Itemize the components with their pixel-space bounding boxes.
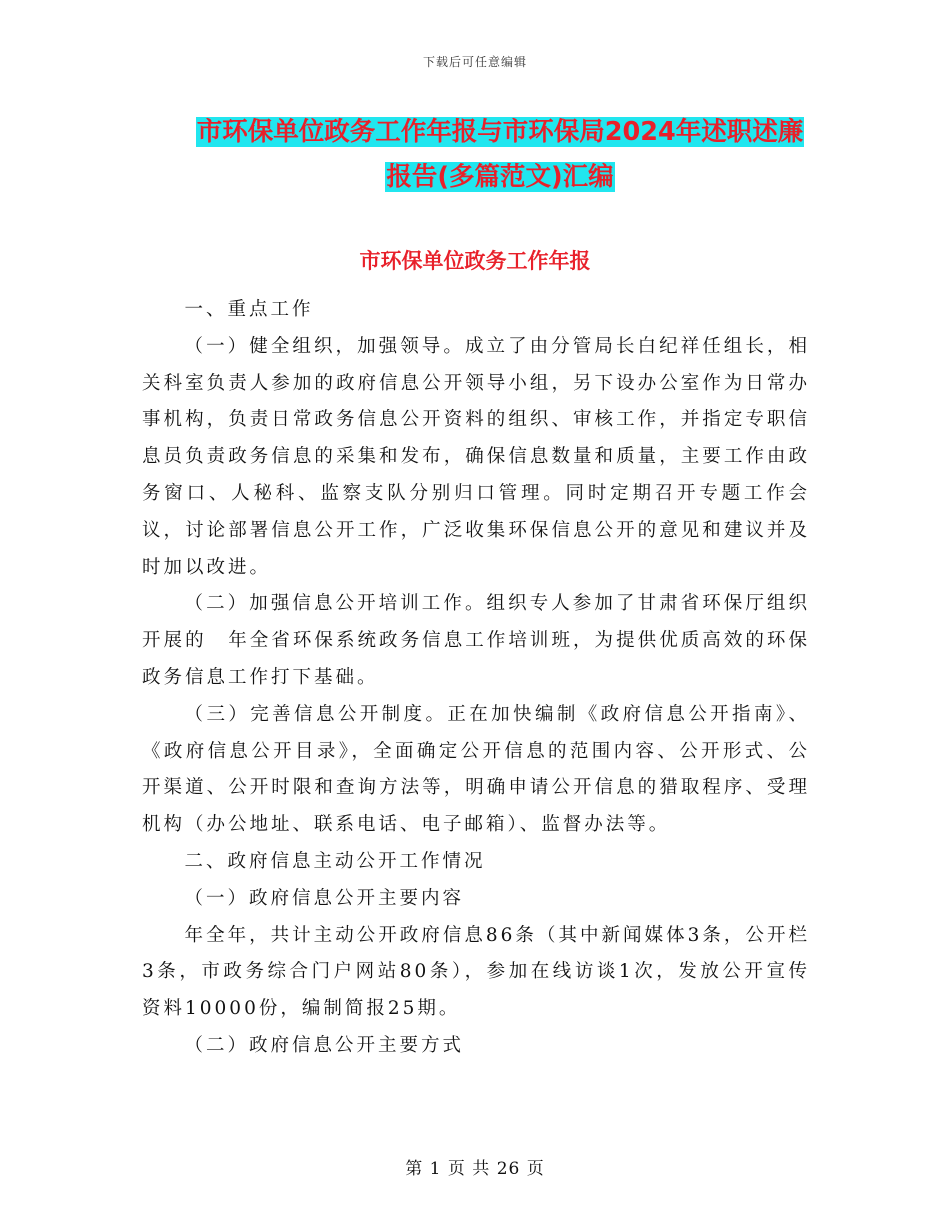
paragraph: 一、重点工作: [184, 299, 314, 320]
paragraph: 年全年，共计主动公开政府信息86条（其中新闻媒体3条，公开栏3条，市政务综合门户网站80条），参加在线访谈1次，发放公开宣传资料10000份，编制简报25期。: [142, 924, 810, 1020]
document-body: [142, 292, 810, 1065]
section-title: 市环保单位政务工作年报: [359, 249, 591, 273]
document-title: [140, 110, 860, 200]
paragraph: （一）健全组织，加强领导。成立了由分管局长白纪祥任组长，相关科室负责人参加的政府信息公开领导小组，另下设办公室作为日常办事机构，负责日常政务信息公开资料的组织、审核工作，并指定专职信息员负责政务信息的采集和发布，确保信息数量和质量，主要工作由政务窗口、人秘科、监察支队分别归口管理。同时定期召开专题工作会议，讨论部署信息公开工作，广泛收集环保信息公开的意见和建议并及时加以改进。: [142, 335, 810, 578]
paragraph: （一）政府信息公开主要内容: [184, 887, 465, 909]
paragraph: （三）完善信息公开制度。正在加快编制《政府信息公开指南》、《政府信息公开目录》，全面确定公开信息的范围内容、公开形式、公开渠道、公开时限和查询方法等，明确申请公开信息的猎取程序、受理机构（办公地址、联系电话、电子邮箱）、监督办法等。: [142, 703, 810, 836]
header-note: 下载后可任意编辑: [422, 55, 527, 69]
document-title-line-1: 市环保单位政务工作年报与市环保局2024年述职述廉: [196, 117, 804, 147]
paragraph: （二）政府信息公开主要方式: [184, 1034, 465, 1056]
paragraph: （二）加强信息公开培训工作。组织专人参加了甘肃省环保厅组织开展的 年全省环保系统政务信息工作培训班，为提供优质高效的环保政务信息工作打下基础。: [142, 593, 810, 688]
document-title-line-2: 报告(多篇范文)汇编: [386, 162, 614, 192]
page-number: 第 1 页 共 26 页: [405, 1159, 545, 1179]
paragraph: 二、政府信息主动公开工作情况: [184, 850, 486, 872]
